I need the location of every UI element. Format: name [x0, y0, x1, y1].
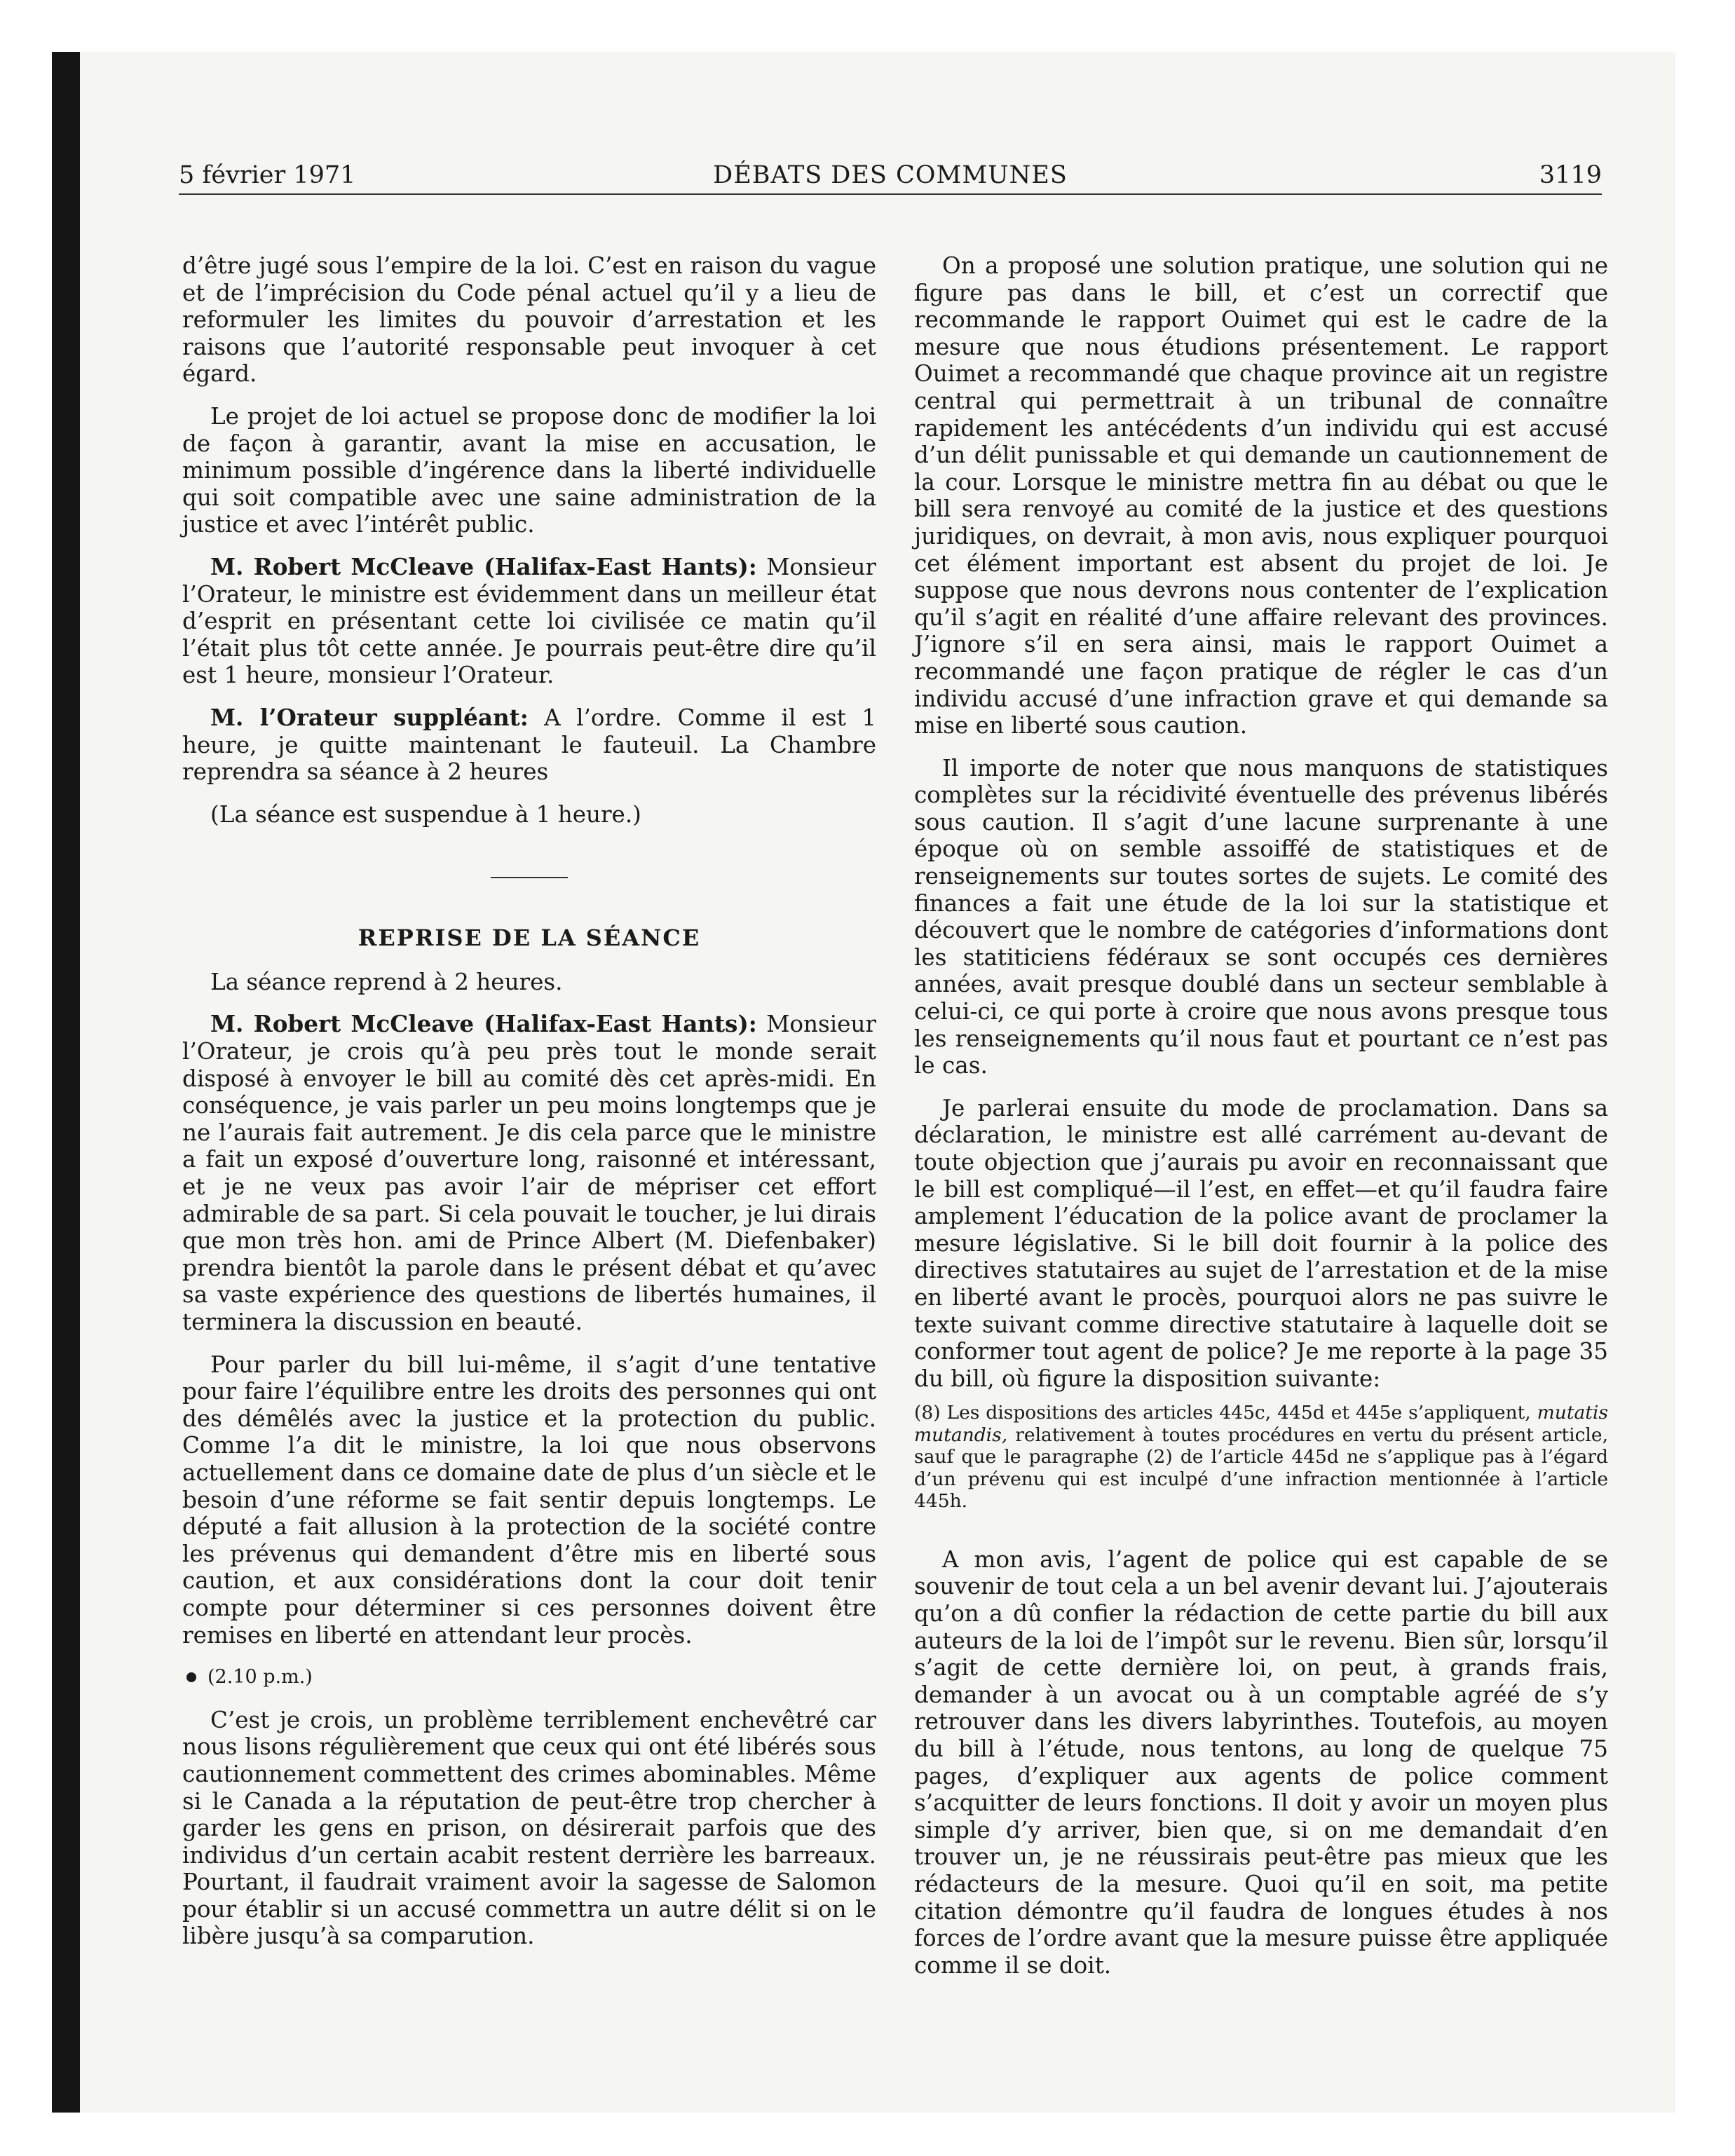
speech-text: Monsieur l’Orateur, je crois qu’à peu près tout le monde serait disposé à envoyer le bill au comité dès cet après-midi. En conséquence, je vais parler un peu moins longtemps que je ne l’aurais fait autrement. Je dis cela parce que le ministre a fait un exposé d’ouverture long, raisonné et intéressant, et je ne veux pas avoir l’air de mépriser cet effort admirable de sa part. Si cela pouvait le toucher, je lui dirais que mon très hon. ami de Prince Albert (M. Diefenbaker) prendra bientôt la parole dans le présent débat et qu’avec sa vaste expérience des questions de libertés humaines, il terminera la discussion en beauté. — [182, 1011, 876, 1335]
quote-text: relativement à toutes procédures en vertu du présent article, sauf que le paragraphe (2) de l’article 445d ne s’applique pas à l’égard d’un prévenu qui est inculpé d’une infraction mentionnée à l’article 445h. — [914, 1424, 1608, 1513]
speech-paragraph — [182, 1011, 876, 1335]
time-text: (2.10 p.m.) — [207, 1666, 313, 1688]
scan-edge — [52, 52, 80, 2113]
paragraph: Pour parler du bill lui-même, il s’agit d’une tentative pour faire l’équilibre entre les droits des personnes qui ont des démêlés avec la justice et la protection du public. Comme l’a dit le ministre, la loi que nous observons actuellement dans ce domaine date de plus d’un siècle et le besoin d’une réforme se fait sentir depuis longtemps. Le député a fait allusion à la protection de la société contre les prévenus qui demandent d’être mis en liberté sous caution, et aux considérations dont la cour doit tenir compte pour déterminer si ces personnes doivent être remises en liberté en attendant leur procès. — [182, 1351, 876, 1649]
speech-text: Monsieur l’Orateur, le ministre est évidemment dans un meilleur état d’esprit en présentant cette loi civilisée ce matin qu’il l’était plus tôt cette année. Je pourrais peut-être dire qu’il est 1 heure, monsieur l’Orateur. — [182, 553, 876, 689]
speaker-name: M. Robert McCleave (Halifax-East Hants): — [210, 552, 757, 580]
paragraph: Il importe de noter que nous manquons de statistiques complètes sur la récidivité éventuelle des prévenus libérés sous caution. Il s’agit d’une lacune surprenante à une époque où on semble assoiffé de statistiques et de renseignements sur toutes sortes de sujets. Le comité des finances a fait une étude de la loi sur la statistique et découvert que le nombre de catégories d’informations dont les statiticiens fédéraux se sont occupés ces dernières années, avait presque doublé dans un secteur semblable à celui-ci, ce qui porte à croire que nous avons presque tous les renseignements qu’il nous faut et pourtant ce n’est pas le cas. — [914, 754, 1608, 1079]
section-heading: REPRISE DE LA SÉANCE — [358, 925, 701, 952]
page-number: 3119 — [1539, 161, 1602, 189]
section-divider — [491, 877, 568, 878]
quote-italic-text: mutatis mutandis, — [914, 1402, 1608, 1446]
header-title: DÉBATS DES COMMUNES — [713, 161, 1068, 189]
speaker-name: M. Robert McCleave (Halifax-East Hants): — [210, 1010, 757, 1038]
time-marker — [182, 1664, 876, 1691]
paragraph: A mon avis, l’agent de police qui est capable de se souvenir de tout cela a un bel avenir devant lui. J’ajouterais qu’on a dû confier la rédaction de cette partie du bill aux auteurs de la loi de l’impôt sur le revenu. Bien sûr, lorsqu’il s’agit de cette dernière loi, on peut, à grands frais, demander à un avocat ou à un comptable agréé de s’y retrouver dans les divers labyrinthes. Toutefois, au moyen du bill à l’étude, nous tentons, au long de quelque 75 pages, d’expliquer aux agents de police comment s’acquitter de leurs fonctions. Il doit y avoir un moyen plus simple d’y arriver, bien que, si on me demandait d’en trouver un, je ne réussirais peut-être pas mieux que les rédacteurs de la mesure. Quoi qu’il en soit, ma petite citation démontre qu’il faudra de longues études à nos forces de l’ordre avant que la mesure puisse être appliquée comme il se doit. — [914, 1546, 1608, 1979]
speech-paragraph — [182, 704, 876, 786]
paragraph: d’être jugé sous l’empire de la loi. C’est en raison du vague et de l’imprécision du Code pénal actuel qu’il y a lieu de reformuler les limites du pouvoir d’arrestation et les raisons que l’autorité responsable peut invoquer à cet égard. — [182, 252, 876, 388]
bill-quotation — [914, 1402, 1608, 1513]
procedural-note: La séance reprend à 2 heures. — [210, 968, 563, 995]
bullet-icon — [186, 1672, 196, 1682]
quote-text: (8) Les dispositions des articles 445c, 445d et 445e s’appliquent, — [914, 1402, 1537, 1424]
speech-text: A l’ordre. Comme il est 1 heure, je quitte maintenant le fauteuil. La Chambre reprendra sa séance à 2 heures — [182, 704, 876, 786]
paragraph: On a proposé une solution pratique, une solution qui ne figure pas dans le bill, et c’est un correctif que recommande le rapport Ouimet qui est le cadre de la mesure que nous étudions présentement. Le rapport Ouimet a recommandé que chaque province ait un registre central qui permettrait à un tribunal de connaître rapidement les antécédents d’un individu qui est accusé d’un délit punissable et qui demande un cautionnement de la cour. Lorsque le ministre mettra fin au débat ou que le bill sera renvoyé au comité de la justice et des questions juridiques, on devrait, à mon avis, nous expliquer pourquoi cet élément important est absent du projet de loi. Je suppose que nous devrons nous contenter de l’explication qu’il s’agit en réalité d’une affaire relevant des provinces. J’ignore s’il en sera ainsi, mais le rapport Ouimet a recommandé une façon pratique de régler le cas d’un individu accusé d’une infraction grave et qui demande sa mise en liberté sous caution. — [914, 252, 1608, 739]
speech-paragraph — [182, 554, 876, 689]
paragraph: Le projet de loi actuel se propose donc de modifier la loi de façon à garantir, avant la mise en accusation, le minimum possible d’ingérence dans la liberté individuelle qui soit compatible avec une saine administration de la justice et avec l’intérêt public. — [182, 402, 876, 538]
paragraph: C’est je crois, un problème terriblement enchevêtré car nous lisons régulièrement que ceux qui ont été libérés sous cautionnement commettent des crimes abominables. Même si le Canada a la réputation de peut-être trop chercher à garder les gens en prison, on désirerait parfois que des individus d’un certain acabit restent derrière les barreaux. Pourtant, il faudrait vraiment avoir la sagesse de Salomon pour établir si un accusé commettra un autre délit si on le libère jusqu’à sa comparution. — [182, 1706, 876, 1950]
left-column — [182, 252, 876, 1965]
speaker-name: M. l’Orateur suppléant: — [210, 703, 529, 731]
page-header — [179, 153, 1602, 195]
procedural-note: (La séance est suspendue à 1 heure.) — [210, 800, 641, 828]
header-date: 5 février 1971 — [179, 161, 356, 189]
paragraph: Je parlerai ensuite du mode de proclamation. Dans sa déclaration, le ministre est allé carrément au-devant de toute objection que j’aurais pu avoir en reconnaissant que le bill est compliqué—il l’est, en effet—et qu’il faudra faire amplement l’éducation de la police avant de proclamer la mesure législative. Si le bill doit fournir à la police des directives statutaires au sujet de l’arrestation et de la mise en liberté avant le procès, pourquoi alors ne pas suivre le texte suivant comme directive statutaire à laquelle doit se conformer tout agent de police? Je me reporte à la page 35 du bill, où figure la disposition suivante: — [914, 1094, 1608, 1392]
right-column — [914, 252, 1608, 1994]
